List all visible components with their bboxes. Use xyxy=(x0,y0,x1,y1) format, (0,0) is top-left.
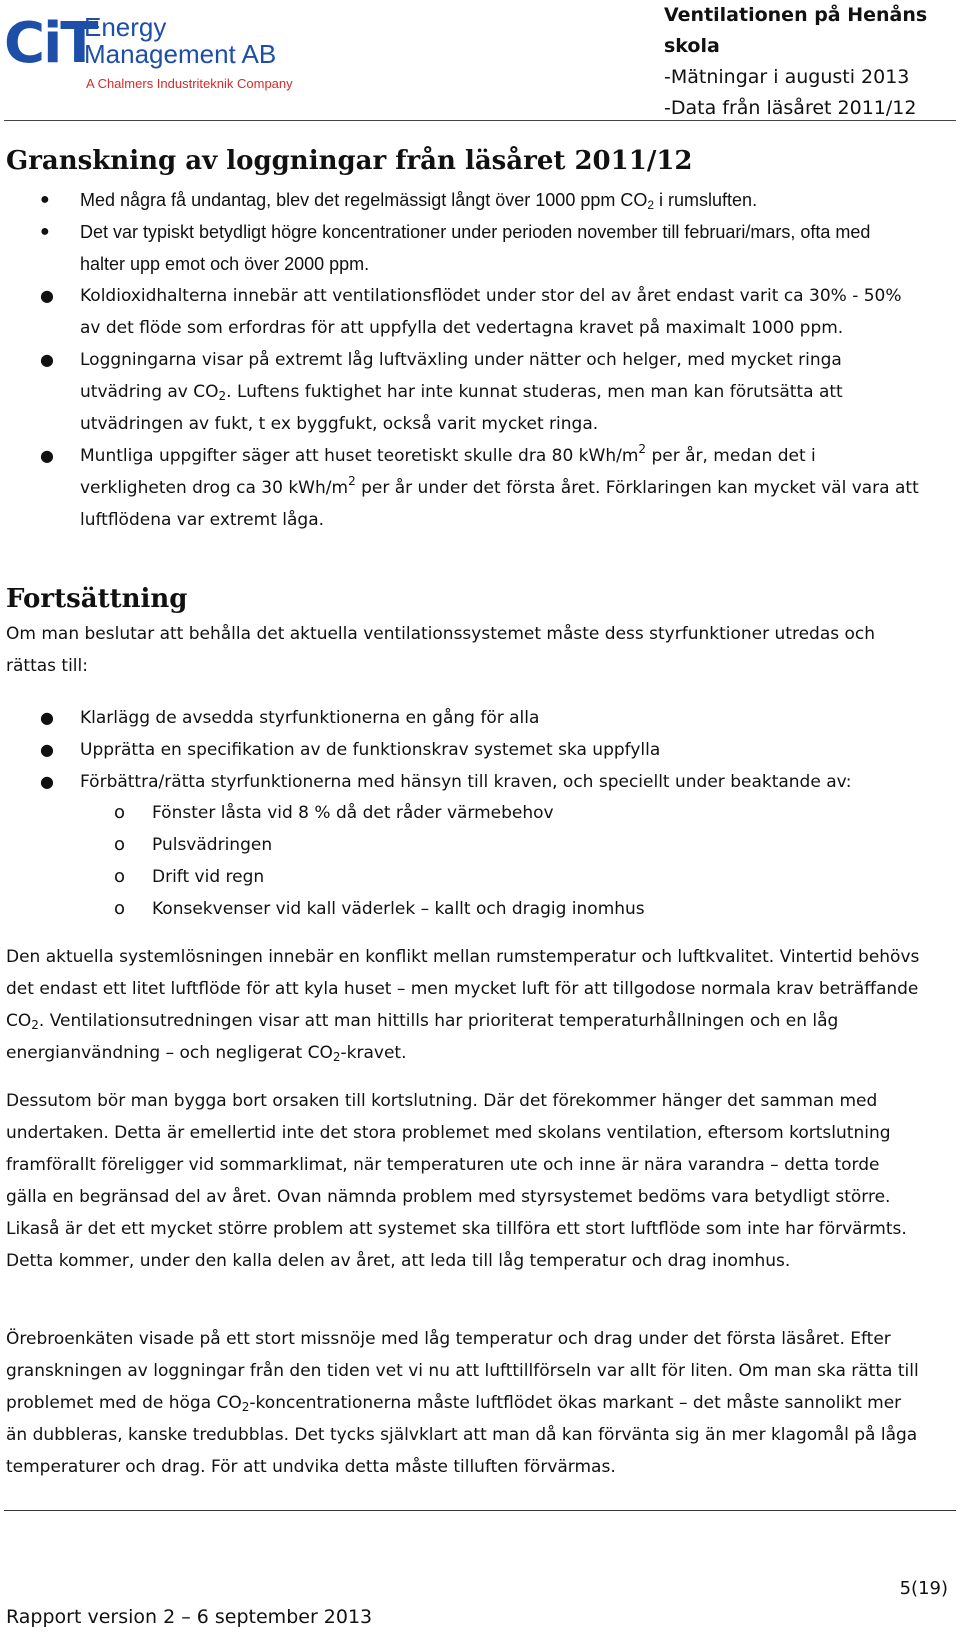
paragraph-short-circuit: Dessutom bör man bygga bort orsaken till kortslutning. Där det förekommer hänger det samman med undertaken. Detta är emellertid inte det stora problemet med skolans ventilation, eftersom kortslutning framförallt föreligger vid sommarklimat, när temperaturen ute och inne är nära varandra – detta torde gälla en begränsad del av året. Ovan nämnda problem med styrsystemet bedöms vara betydligt större. Likaså är det ett mycket större problem att systemet ska tillföra ett stort luftflöde som inte har förvärmts. Detta kommer, under den kalla delen av året, att leda till låg temperatur och drag inomhus. xyxy=(6,1091,907,1271)
list-item: ● Det var typiskt betydligt högre koncentrationer under perioden november till februari/mars, ofta med halter upp emot och över 2000 ppm. xyxy=(40,222,871,274)
paragraph-text: Örebroenkäten visade på ett stort missnöje med låg temperatur och drag under det första läsåret. Efter granskningen av loggningar från den tiden vet vi nu att lufttillförseln var allt för liten. Om man ska rätta till problemet med de höga CO xyxy=(6,1329,919,1413)
continuation-intro: Om man beslutar att behålla det aktuella ventilationssystemet måste dess styrfunktioner utredas och rättas till: xyxy=(6,624,876,676)
bullet-text: Loggningarna visar på extremt låg luftväxling under nätter och helger, med mycket ringa utvädring av CO xyxy=(80,350,842,402)
sub-bullet-list xyxy=(40,797,920,925)
header-divider xyxy=(4,120,956,121)
bullet-text: per år, medan det i verkligheten drog ca 30 kWh/m xyxy=(80,446,816,498)
list-item: ● Muntliga uppgifter säger att huset teoretiskt skulle dra 80 kWh/$m^2$ per år, medan det i verkligheten drog ca 30 kWh/$m^2$ per år under det första året. Förklaringen kan mycket väl vara att luftflödena var extremt låga. xyxy=(40,442,919,530)
bullet-text: Koldioxidhalterna innebär att ventilationsflödet under stor del av året endast varit ca 30% - 50% av det flöde som erfordras för att uppfylla det vedertagna kravet på maximalt 1000 ppm. xyxy=(80,286,902,338)
bullet-text: . Luftens fuktighet har inte kunnat studeras, men man kan förutsätta att utvädringen av fukt, t ex byggfukt, också varit mycket ringa. xyxy=(80,382,843,434)
logo-letters: CiT xyxy=(4,11,97,76)
section-heading-review: Granskning av loggningar från läsåret 2011/12 xyxy=(6,146,693,176)
superscript: 2 xyxy=(348,474,356,488)
company-logo-name xyxy=(84,14,276,68)
bullet-text: Det var typiskt betydligt högre koncentrationer under perioden november till februari/mars, ofta med halter upp emot och över 2000 ppm. xyxy=(80,222,871,274)
bullet-text: Förbättra/rätta styrfunktionerna med hänsyn till kraven, och speciellt under beaktande av: xyxy=(80,772,852,792)
document-title: Ventilationen på Henåns skola xyxy=(664,4,928,57)
bullet-text: Klarlägg de avsedda styrfunktionerna en gång för alla xyxy=(80,708,540,728)
action-bullet-list xyxy=(40,702,920,798)
paragraph-text: -kravet. xyxy=(340,1043,407,1063)
paragraph-text: . Ventilationsutredningen visar att man hittills har prioriterat temperaturhållningen och en låg energianvändning – och negligerat CO xyxy=(6,1011,839,1063)
bullet-text: Drift vid regn xyxy=(152,867,265,887)
bullet-text: Upprätta en specifikation av de funktionskrav systemet ska uppfylla xyxy=(80,740,661,760)
paragraph-text: -koncentrationerna måste luftflödet ökas markant – det måste sannolikt mer än dubbleras, kanske tredubblas. Det tycks självklart att man då kan förvänta sig än mer klagomål på låga temperaturer och drag. För att undvika detta måste tilluften förvärmas. xyxy=(6,1393,918,1477)
bullet-text: i rumsluften. xyxy=(654,190,758,210)
list-item: ● Klarlägg de avsedda styrfunktionerna en gång för alla xyxy=(40,708,540,728)
company-logo-mark xyxy=(4,11,97,76)
list-item: ● Upprätta en specifikation av de funktionskrav systemet ska uppfylla xyxy=(40,740,661,760)
paragraph-system-conflict xyxy=(6,941,924,1069)
list-item xyxy=(114,861,920,893)
logo-line-2: Management AB xyxy=(84,39,277,69)
subscript: 2 xyxy=(31,1018,39,1032)
sub-bullet-marker: o xyxy=(114,898,126,919)
bullet-text: Fönster låsta vid 8 % då det råder värmebehov xyxy=(152,803,554,823)
page-number: 5(19) xyxy=(899,1578,948,1599)
logo-line-1: Energy xyxy=(84,12,167,42)
subscript: 2 xyxy=(218,389,227,403)
bullet-text: Med några få undantag, blev det regelmässigt långt över 1000 ppm CO xyxy=(80,190,648,210)
sub-bullet-marker: o xyxy=(114,802,126,823)
paragraph-text: Den aktuella systemlösningen innebär en konflikt mellan rumstemperatur och luftkvalitet. Vintertid behövs det endast ett litet luftflöde för att kyla huset – men mycket luft för att tillgodose normala krav beträffande CO xyxy=(6,947,920,1031)
section-heading-continuation: Fortsättning xyxy=(6,584,188,614)
subscript: 2 xyxy=(241,1400,250,1414)
list-item: ● Koldioxidhalterna innebär att ventilationsflödet under stor del av året endast varit ca 30% - 50% av det flöde som erfordras för att uppfylla det vedertagna kravet på maximalt 1000 ppm. xyxy=(40,286,902,338)
subscript: 2 xyxy=(647,198,655,212)
document-subtitle-2: -Data från läsåret 2011/12 xyxy=(664,97,917,119)
bullet-text: per år under det första året. Förklaringen kan mycket väl vara att luftflödena var extremt låga. xyxy=(80,478,919,530)
bullet-text: Konsekvenser vid kall väderlek – kallt och dragig inomhus xyxy=(152,899,645,919)
list-item xyxy=(114,893,920,925)
superscript: 2 xyxy=(638,442,647,456)
logo-tagline: A Chalmers Industriteknik Company xyxy=(86,76,293,91)
list-item xyxy=(114,829,920,861)
document-header xyxy=(664,0,954,124)
paragraph-survey xyxy=(6,1323,924,1483)
list-item: ● Loggningarna visar på extremt låg luftväxling under nätter och helger, med mycket ringa utvädring av $CO_2$. Luftens fuktighet har inte kunnat studeras, men man kan förutsätta att utvädringen av fukt, t ex byggfukt, också varit mycket ringa. xyxy=(40,350,843,434)
sub-bullet-marker: o xyxy=(114,834,126,855)
review-bullet-list xyxy=(40,184,920,536)
list-item xyxy=(114,797,920,829)
report-version: Rapport version 2 – 6 september 2013 xyxy=(6,1606,373,1628)
sub-bullet-marker: o xyxy=(114,866,126,887)
document-subtitle-1: -Mätningar i augusti 2013 xyxy=(664,66,910,88)
list-item: ● Förbättra/rätta styrfunktionerna med hänsyn till kraven, och speciellt under beaktande av: xyxy=(40,772,852,792)
list-item: ● Med några få undantag, blev det regelmässigt långt över 1000 ppm $CO_2$ i rumsluften. xyxy=(40,190,758,212)
footer-divider xyxy=(4,1510,956,1511)
bullet-text: Muntliga uppgifter säger att huset teoretiskt skulle dra 80 kWh/m xyxy=(80,446,639,466)
bullet-text: Pulsvädringen xyxy=(152,835,273,855)
subscript: 2 xyxy=(332,1050,341,1064)
